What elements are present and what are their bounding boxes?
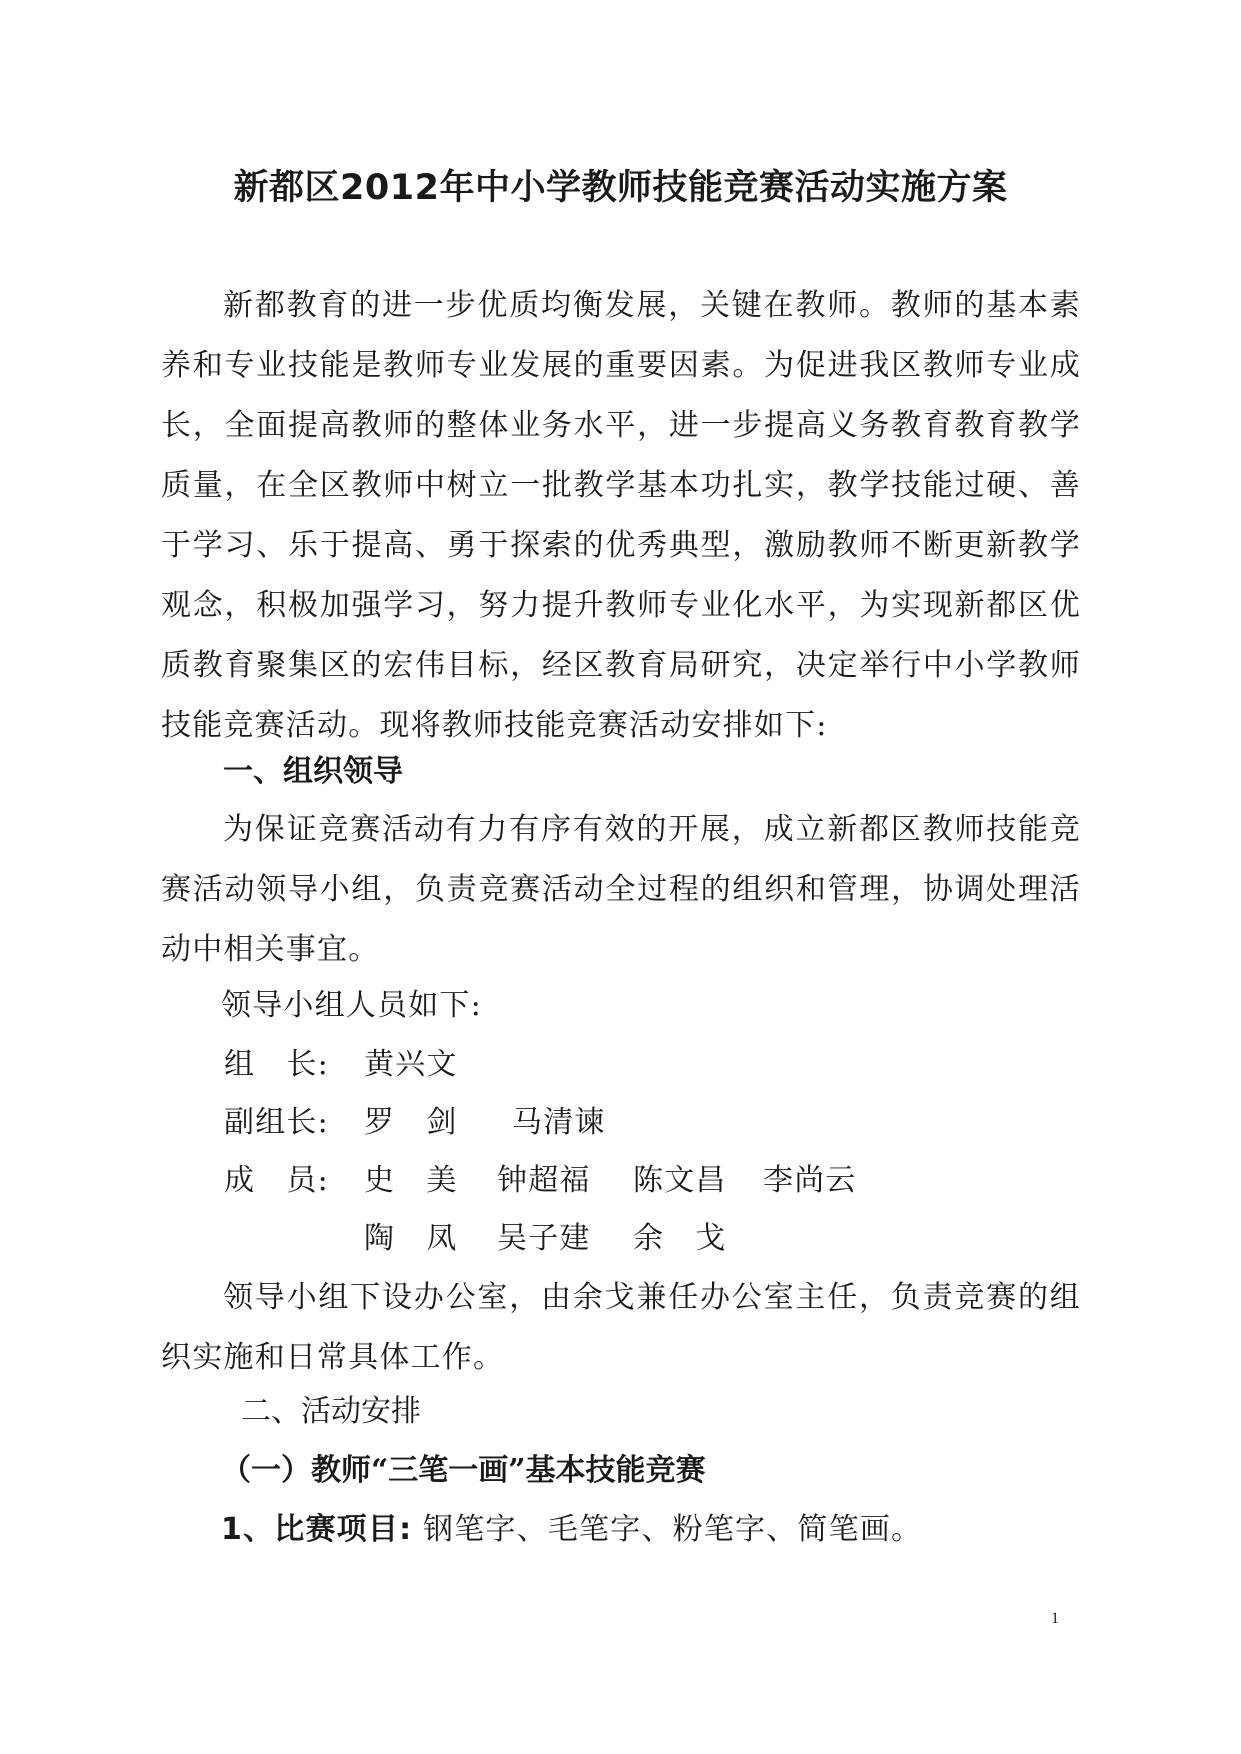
- deputy-name: 罗 剑: [364, 1105, 458, 1140]
- member-name: 李尚云: [763, 1163, 857, 1198]
- leader-row: [224, 1035, 458, 1095]
- member-name: 余 戈: [633, 1221, 727, 1256]
- member-row: [224, 1151, 857, 1211]
- document-title: 新都区2012年中小学教师技能竞赛活动实施方案: [233, 168, 1008, 208]
- members-intro: 领导小组人员如下:: [221, 988, 482, 1023]
- section-heading-organization: 一、组织领导: [223, 754, 403, 789]
- member-row: [364, 1209, 727, 1269]
- member-name: 史 美: [364, 1163, 458, 1198]
- member-name: 陶 凤: [364, 1221, 458, 1256]
- member-name: 吴子建: [497, 1221, 591, 1256]
- page-number: 1: [1051, 1610, 1059, 1627]
- item-line: [221, 1500, 922, 1560]
- item-text: 钢笔字、毛笔字、粉笔字、简笔画。: [423, 1512, 923, 1547]
- item-label: 1、比赛项目:: [221, 1512, 413, 1547]
- member-label: 成 员:: [224, 1163, 329, 1198]
- deputy-name: 马清谏: [512, 1105, 606, 1140]
- leader-name: 黄兴文: [364, 1047, 458, 1082]
- organization-paragraph: 为保证竞赛活动有力有序有效的开展，成立新都区教师技能竞赛活动领导小组，负责竞赛活动全过程的组织和管理，协调处理活动中相关事宜。: [161, 812, 1081, 967]
- deputy-row: [224, 1093, 606, 1153]
- member-name: 钟超福: [497, 1163, 591, 1198]
- deputy-label: 副组长:: [224, 1105, 329, 1140]
- subsection-heading: （一）教师“三笔一画”基本技能竞赛: [221, 1453, 706, 1488]
- member-name: 陈文昌: [633, 1163, 727, 1198]
- office-paragraph: 领导小组下设办公室，由余戈兼任办公室主任，负责竞赛的组织实施和日常具体工作。: [161, 1280, 1081, 1375]
- section-heading-activities: 二、活动安排: [241, 1394, 421, 1429]
- intro-paragraph: 新都教育的进一步优质均衡发展，关键在教师。教师的基本素养和专业技能是教师专业发展的重要因素。为促进我区教师专业成长，全面提高教师的整体业务水平，进一步提高义务教育教育教学质量，在全区教师中树立一批教学基本功扎实，教学技能过硬、善于学习、乐于提高、勇于探索的优秀典型，激励教师不断更新教学观念，积极加强学习，努力提升教师专业化水平，为实现新都区优质教育聚集区的宏伟目标，经区教育局研究，决定举行中小学教师技能竞赛活动。现将教师技能竞赛活动安排如下:: [161, 288, 1081, 743]
- leader-label: 组 长:: [224, 1047, 329, 1082]
